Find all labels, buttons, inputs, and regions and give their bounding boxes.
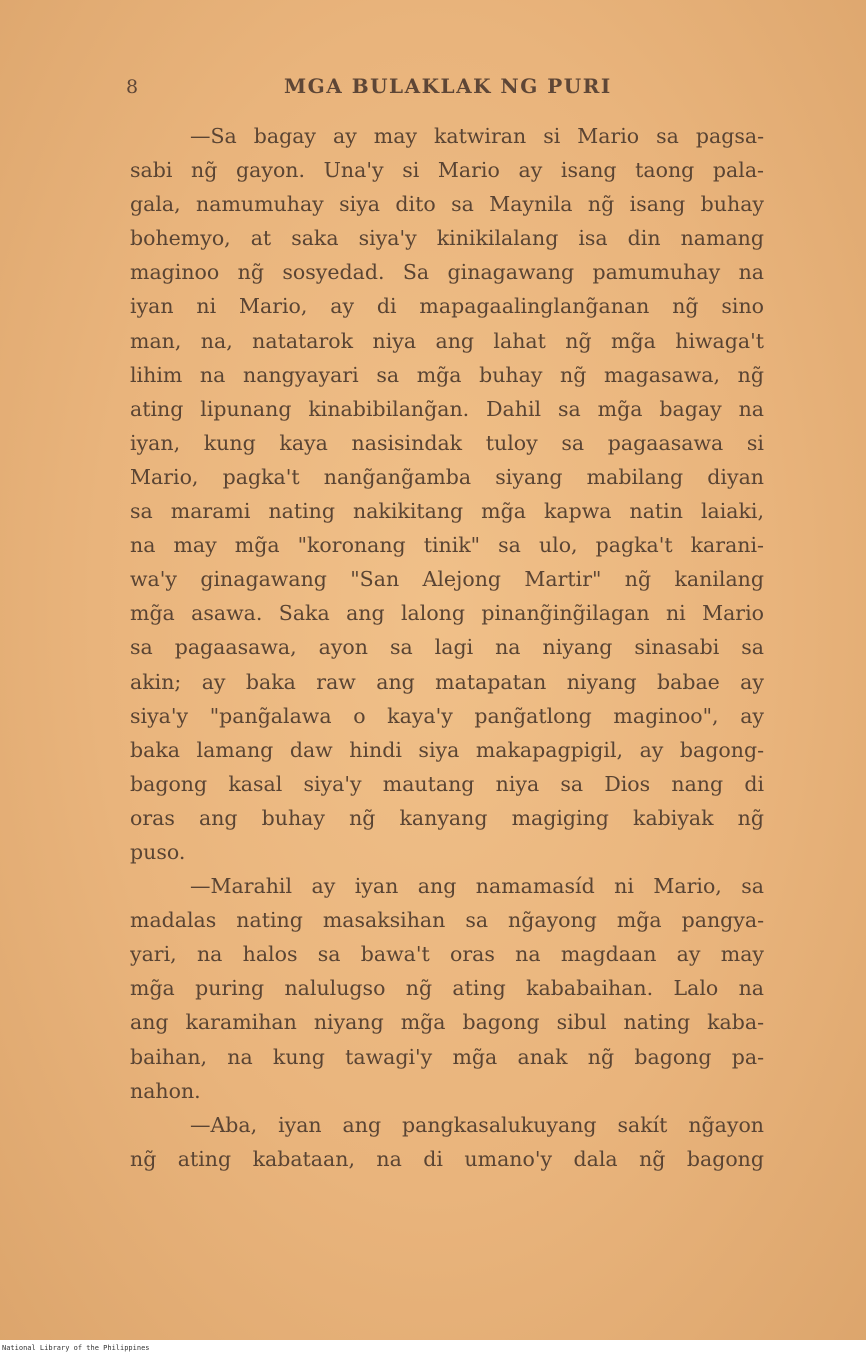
text-line: —Sa bagay ay may katwiran si Mario sa pagsa- [190, 124, 764, 148]
text-line: mg̃a asawa. Saka ang lalong pinang̃ing̃ilagan ni Mario [130, 601, 764, 626]
text-line: siya'y "pang̃alawa o kaya'y pang̃atlong maginoo", ay [130, 703, 764, 728]
text-line: maginoo ng̃ sosyedad. Sa ginagawang pamumuhay na [130, 260, 764, 285]
text-line: bohemyo, at saka siya'y kinikilalang isa din namang [130, 226, 764, 251]
text-line: lihim na nangyayari sa mg̃a buhay ng̃ magasawa, ng̃ [130, 362, 764, 387]
text-line: man, na, natatarok niya ang lahat ng̃ mg̃a hiwaga't [130, 328, 764, 353]
text-line: ng̃ ating kabataan, na di umano'y dala ng̃ bagong [130, 1146, 764, 1171]
text-line: baka lamang daw hindi siya makapagpigil, ay bagong- [130, 737, 764, 762]
text-line: puso. [130, 839, 186, 864]
text-line: Mario, pagka't nang̃ang̃amba siyang mabilang diyan [130, 464, 764, 489]
body-text [130, 119, 764, 1176]
text-line: iyan ni Mario, ay di mapagaalinglang̃anan ng̃ sino [130, 294, 764, 319]
text-line: iyan, kung kaya nasisindak tuloy sa pagaasawa si [130, 430, 764, 455]
text-line: na may mg̃a "koronang tinik" sa ulo, pagka't karani- [130, 533, 764, 558]
text-line: baihan, na kung tawagi'y mg̃a anak ng̃ bagong pa- [130, 1044, 764, 1069]
running-head [126, 72, 766, 104]
text-line: nahon. [130, 1078, 201, 1103]
text-line: sabi ng̃ gayon. Una'y si Mario ay isang taong pala- [130, 158, 764, 183]
text-line: sa pagaasawa, ayon sa lagi na niyang sinasabi sa [130, 635, 764, 660]
library-credit: National Library of the Philippines [2, 1344, 150, 1352]
text-line: oras ang buhay ng̃ kanyang magiging kabiyak ng̃ [130, 805, 764, 830]
footer-bar [0, 1340, 866, 1358]
text-line: —Marahil ay iyan ang namamasíd ni Mario, sa [190, 874, 764, 899]
text-line: —Aba, iyan ang pangkasalukuyang sakít ng̃ayon [190, 1112, 764, 1137]
text-line: yari, na halos sa bawa't oras na magdaan ay may [130, 942, 764, 967]
page-number: 8 [126, 76, 139, 98]
text-line: gala, namumuhay siya dito sa Maynila ng̃ isang buhay [130, 192, 764, 217]
text-line: ang karamihan niyang mg̃a bagong sibul nating kaba- [130, 1010, 764, 1035]
text-line: sa marami nating nakikitang mg̃a kapwa natin laiaki, [130, 499, 764, 524]
text-line: mg̃a puring nalulugso ng̃ ating kababaihan. Lalo na [130, 976, 764, 1001]
text-line: ating lipunang kinabibilang̃an. Dahil sa mg̃a bagay na [130, 396, 764, 421]
text-line: akin; ay baka raw ang matapatan niyang babae ay [130, 669, 764, 694]
book-title: MGA BULAKLAK NG PURI [284, 74, 612, 98]
text-line: bagong kasal siya'y mautang niya sa Dios nang di [130, 771, 764, 796]
text-line: wa'y ginagawang "San Alejong Martir" ng̃ kanilang [130, 567, 764, 592]
text-line: madalas nating masaksihan sa ng̃ayong mg̃a pangya- [130, 908, 764, 933]
